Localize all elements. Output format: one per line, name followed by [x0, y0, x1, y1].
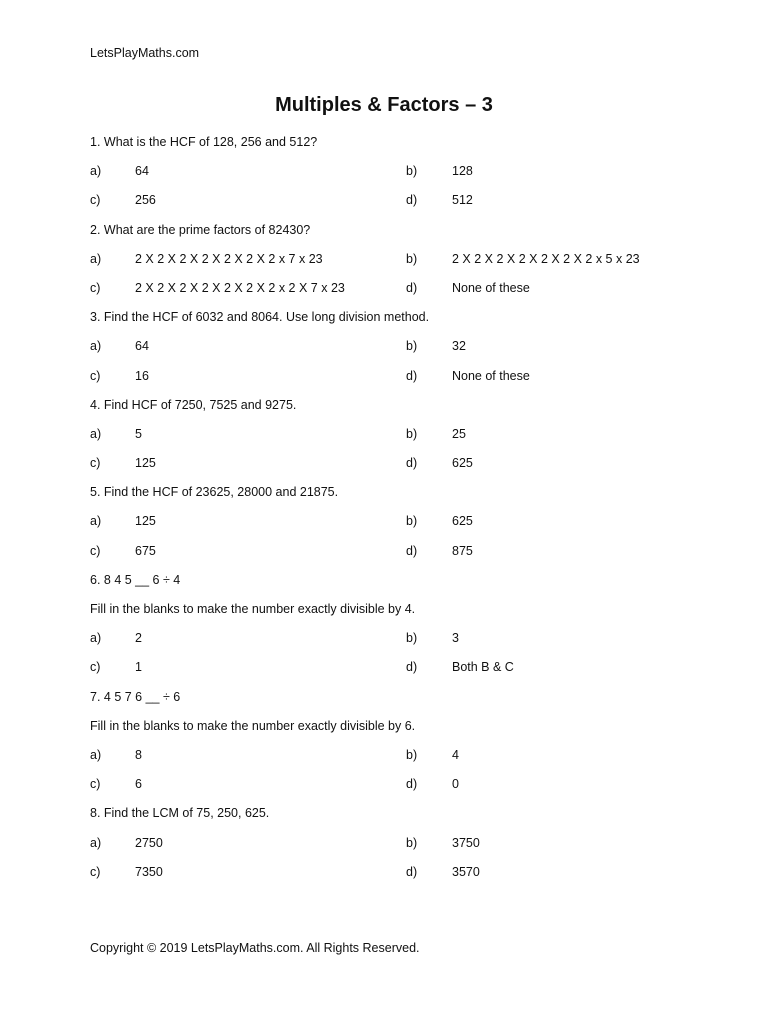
question-instruction: Fill in the blanks to make the number exactly divisible by 6. — [90, 718, 416, 733]
option-value: 2750 — [135, 835, 163, 850]
option-value: 125 — [135, 456, 156, 471]
option-value: 125 — [135, 514, 156, 529]
option-label: a) — [90, 631, 102, 646]
option-label: b) — [406, 747, 418, 762]
option-value: 8 — [135, 747, 142, 762]
option-value: 64 — [135, 164, 149, 179]
option-label: d) — [406, 777, 418, 792]
option-label: d) — [406, 660, 418, 675]
option-row — [90, 189, 690, 218]
option-row — [90, 452, 690, 481]
option-value: 2 X 2 X 2 X 2 X 2 X 2 X 2 x 2 X 7 x 23 — [135, 280, 345, 295]
question-instruction: Fill in the blanks to make the number exactly divisible by 4. — [90, 602, 416, 616]
option-label: b) — [406, 251, 418, 266]
option-value: 675 — [135, 543, 156, 558]
option-row — [90, 832, 690, 861]
option-label: c) — [90, 543, 101, 558]
option-row — [90, 160, 690, 189]
option-value: 3 — [452, 631, 459, 646]
option-value: 64 — [135, 339, 149, 354]
option-value: 5 — [135, 426, 142, 441]
option-label: a) — [90, 426, 102, 441]
option-value: 4 — [452, 747, 459, 762]
copyright-footer: Copyright © 2019 LetsPlayMaths.com. All Rights Reserved. — [90, 941, 420, 955]
question-text: 8. Find the LCM of 75, 250, 625. — [90, 806, 270, 821]
option-label: c) — [90, 280, 101, 295]
option-value: 16 — [135, 368, 149, 383]
option-row — [90, 656, 690, 685]
option-value: 2 X 2 X 2 X 2 X 2 X 2 X 2 x 5 x 23 — [452, 251, 640, 266]
option-label: a) — [90, 747, 102, 762]
option-value: 256 — [135, 193, 156, 208]
option-row — [90, 510, 690, 539]
option-value: 2 X 2 X 2 X 2 X 2 X 2 X 2 x 7 x 23 — [135, 251, 323, 266]
option-value: 3570 — [452, 864, 480, 879]
option-value: None of these — [452, 280, 530, 295]
site-name: LetsPlayMaths.com — [90, 46, 200, 60]
option-value: 25 — [452, 426, 466, 441]
question-text: 6. 8 4 5 __ 6 ÷ 4 — [90, 572, 181, 587]
option-label: b) — [406, 631, 418, 646]
option-label: d) — [406, 543, 418, 558]
option-label: b) — [406, 339, 418, 354]
option-row — [90, 744, 690, 773]
option-label: d) — [406, 368, 418, 383]
option-value: 1 — [135, 660, 142, 675]
option-label: a) — [90, 835, 102, 850]
option-value: 512 — [452, 193, 473, 208]
option-row — [90, 365, 690, 394]
option-label: b) — [406, 835, 418, 850]
option-value: 875 — [452, 543, 473, 558]
question-text: 5. Find the HCF of 23625, 28000 and 21875. — [90, 485, 339, 500]
option-value: 2 — [135, 631, 142, 646]
option-label: a) — [90, 339, 102, 354]
option-label: c) — [90, 777, 101, 792]
question-text: 3. Find the HCF of 6032 and 8064. Use long division method. — [90, 310, 430, 325]
question-text: 4. Find HCF of 7250, 7525 and 9275. — [90, 397, 297, 412]
option-value: Both B & C — [452, 660, 514, 675]
option-row — [90, 627, 690, 656]
option-label: b) — [406, 426, 418, 441]
option-value: 6 — [135, 777, 142, 792]
option-row — [90, 423, 690, 452]
option-label: a) — [90, 251, 102, 266]
question-text: 7. 4 5 7 6 __ ÷ 6 — [90, 689, 181, 704]
question-text: 1. What is the HCF of 128, 256 and 512? — [90, 135, 318, 149]
option-row — [90, 773, 690, 802]
option-label: c) — [90, 368, 101, 383]
option-label: a) — [90, 164, 102, 179]
option-row — [90, 277, 690, 306]
option-row — [90, 248, 690, 277]
option-value: 32 — [452, 339, 466, 354]
option-label: b) — [406, 164, 418, 179]
option-value: 3750 — [452, 835, 480, 850]
option-label: d) — [406, 456, 418, 471]
option-row — [90, 861, 690, 890]
option-label: c) — [90, 456, 101, 471]
option-row — [90, 335, 690, 364]
option-value: 7350 — [135, 864, 163, 879]
option-label: c) — [90, 660, 101, 675]
option-value: 0 — [452, 777, 459, 792]
option-label: b) — [406, 514, 418, 529]
option-label: d) — [406, 193, 418, 208]
option-value: 128 — [452, 164, 473, 179]
option-value: 625 — [452, 514, 473, 529]
option-label: d) — [406, 280, 418, 295]
option-value: 625 — [452, 456, 473, 471]
option-label: c) — [90, 864, 101, 879]
question-text: 2. What are the prime factors of 82430? — [90, 222, 311, 237]
option-row — [90, 540, 690, 569]
question-list — [90, 131, 690, 890]
option-value: None of these — [452, 368, 530, 383]
option-label: a) — [90, 514, 102, 529]
option-label: d) — [406, 864, 418, 879]
page-title: Multiples & Factors – 3 — [275, 94, 493, 116]
option-label: c) — [90, 193, 101, 208]
